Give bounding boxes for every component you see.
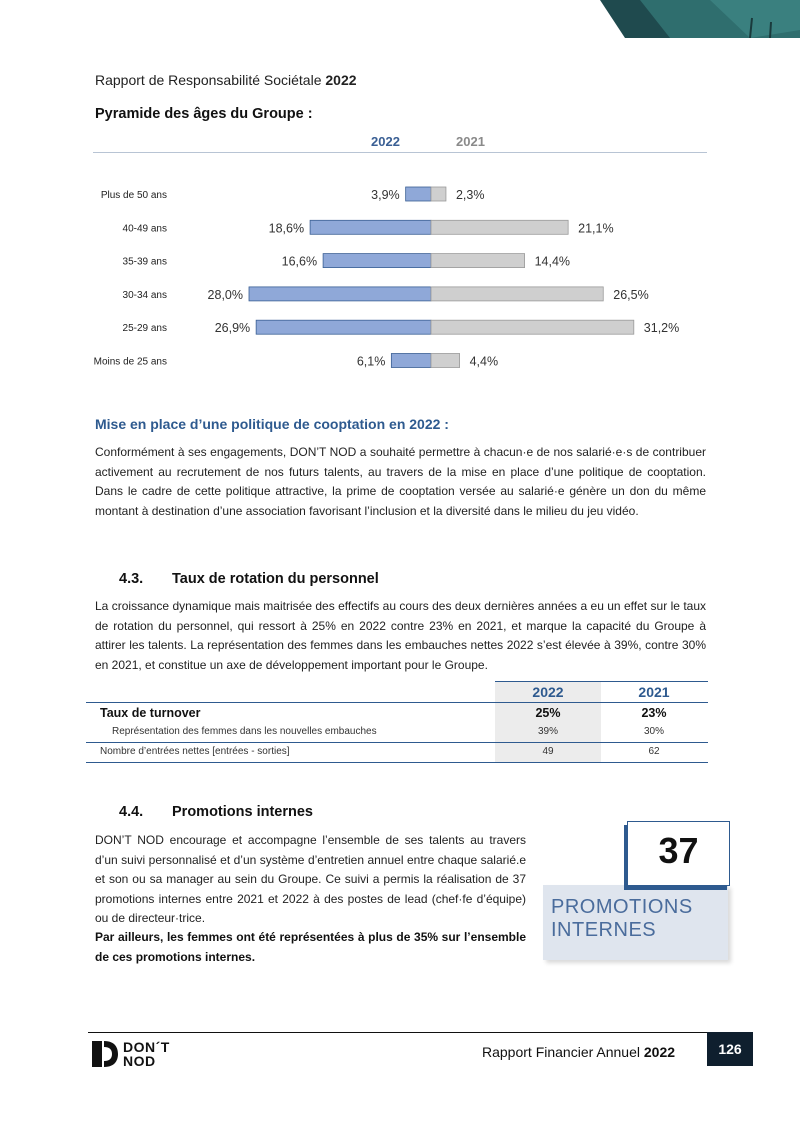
row-net-entries-2022: 49	[542, 746, 554, 757]
table-header-2021: 2021	[638, 684, 670, 700]
bar-2021	[431, 320, 634, 334]
row-turnover-2021: 23%	[641, 706, 667, 720]
data-label-2022: 28,0%	[207, 287, 243, 302]
category-label: 35-39 ans	[122, 256, 167, 268]
legend-2021: 2021	[456, 134, 485, 149]
header-title: Rapport de Responsabilité Sociétale	[95, 72, 322, 88]
section-4-4-bold-paragraph: Par ailleurs, les femmes ont été représentées à plus de 35% sur l’ensemble de ces promotions internes.	[95, 930, 526, 964]
row-women-2022: 39%	[537, 726, 558, 737]
row-net-entries-label: Nombre d’entrées nettes [entrées - sorties]	[100, 746, 290, 757]
table-header-2022: 2022	[532, 684, 564, 700]
bar-2021	[431, 220, 568, 234]
promotions-label-line2: INTERNES	[551, 919, 657, 941]
bar-2022	[323, 254, 431, 268]
bar-2021	[431, 287, 603, 301]
page-number: 126	[707, 1032, 753, 1066]
promotions-count-box	[627, 821, 730, 886]
row-women-2021: 30%	[643, 726, 664, 737]
table-top-rule	[495, 681, 708, 682]
age-pyramid-chart	[0, 180, 800, 380]
data-label-2021: 21,1%	[578, 221, 614, 236]
bar-2022	[256, 320, 431, 334]
category-label: Plus de 50 ans	[100, 190, 167, 201]
pyramid-title: Pyramide des âges du Groupe :	[95, 106, 313, 122]
pyramid-divider	[93, 152, 707, 153]
data-label-2022: 3,9%	[371, 188, 400, 202]
cooptation-heading: Mise en place d’une politique de cooptation en 2022 :	[95, 416, 449, 432]
logo-line2: NOD	[123, 1053, 156, 1069]
bar-2021	[431, 254, 525, 268]
footer-text: Rapport Financier Annuel	[482, 1044, 640, 1060]
logo-line1: DON´T	[123, 1039, 170, 1055]
section-4-4-title: Promotions internes	[172, 804, 313, 820]
header-corner-artwork	[600, 0, 800, 38]
cooptation-paragraph: Conformément à ses engagements, DON’T NOD a souhaité permettre à chacun·e de nos salarié·e·s de contribuer activement au recrutement de nos futurs talents, au travers de la mise en place d’une politique de cooptation. Dans le cadre de cette politique attractive, la prime de cooptation versée au salarié·e génère un don du même montant à destination d’une association favorisant l’inclusion et la diversité dans le milieu du jeu vidéo.	[95, 445, 706, 518]
data-label-2022: 18,6%	[268, 221, 305, 236]
section-4-3-number: 4.3.	[119, 571, 144, 587]
row-net-entries-2021: 62	[648, 746, 660, 757]
bar-2022	[249, 287, 431, 301]
dont-nod-logo-icon	[90, 1039, 120, 1069]
section-4-3-paragraph: La croissance dynamique mais maitrisée des effectifs au cours des deux dernières années a eu un effet sur le taux de rotation du personnel, qui ressort à 25% en 2022 contre 23% en 2021, et marque la capacité du Groupe à attirer les talents. La représentation des femmes dans les embauches nettes 2022 s’est élevée à 39%, contre 30% en 2021, et constitue un axe de développement important pour le Groupe.	[95, 599, 706, 672]
section-4-4-paragraph: DON’T NOD encourage et accompagne l’ensemble de ses talents au travers d’un suivi personnalisé et d’un système d’entretien annuel entre chaque salarié.e et son ou sa manager au sein du Groupe. Ce suivi a permis la réalisation de 37 promotions internes entre 2021 et 2022 à des postes de lead (chef·fe d’équipe) ou de directeur·trice.	[95, 833, 526, 925]
data-label-2021: 14,4%	[534, 254, 571, 269]
header-year: 2022	[325, 72, 357, 88]
row-women-label: Représentation des femmes dans les nouvelles embauches	[112, 726, 377, 737]
footer-title	[482, 1044, 675, 1060]
data-label-2022: 6,1%	[356, 354, 386, 369]
bar-2021	[431, 187, 446, 201]
data-label-2021: 2,3%	[455, 188, 485, 202]
section-4-4-number: 4.4.	[119, 804, 144, 820]
promotions-label-line1: PROMOTIONS	[551, 896, 693, 918]
table-mid-rule	[86, 742, 708, 743]
category-label: Moins de 25 ans	[93, 356, 167, 368]
footer-rule	[88, 1032, 708, 1033]
data-label-2022: 16,6%	[281, 254, 318, 269]
category-label: 25-29 ans	[122, 323, 167, 335]
bar-2022	[391, 354, 431, 368]
bar-2021	[431, 354, 460, 368]
category-label: 40-49 ans	[122, 223, 167, 235]
legend-2022: 2022	[371, 134, 400, 149]
data-label-2021: 4,4%	[469, 354, 499, 369]
promotions-count: 37	[658, 830, 699, 871]
section-4-3-title: Taux de rotation du personnel	[172, 571, 379, 587]
category-label: 30-34 ans	[122, 289, 167, 301]
data-label-2022: 26,9%	[214, 321, 251, 336]
table-header-rule	[86, 702, 708, 703]
data-label-2021: 31,2%	[643, 321, 680, 336]
bar-2022	[406, 187, 431, 201]
dont-nod-logo-text	[123, 1040, 170, 1068]
data-label-2021: 26,5%	[613, 287, 649, 302]
bar-2022	[310, 220, 431, 234]
footer-year: 2022	[643, 1044, 676, 1060]
running-header	[95, 72, 357, 88]
row-turnover-2022: 25%	[535, 706, 561, 720]
table-bottom-rule	[86, 762, 708, 763]
promotions-label	[551, 896, 693, 942]
row-turnover-label: Taux de turnover	[100, 706, 201, 720]
